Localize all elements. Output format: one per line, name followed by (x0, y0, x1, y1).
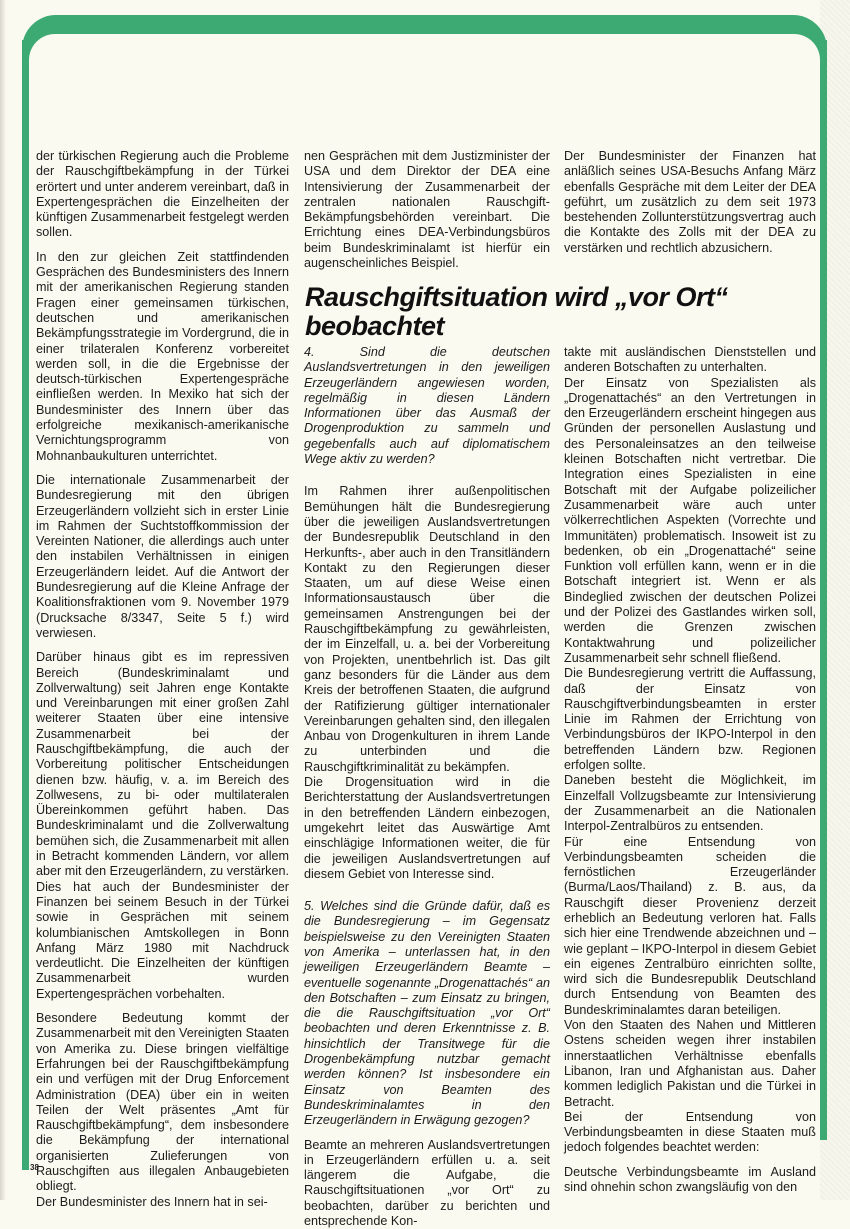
question-4: 4. Sind die deutschen Auslandsvertretungen in den jeweiligen Erzeugerländern angewiesen worden, regelmäßig in diesen Ländern Informationen über das Ausmaß der Drogenproduktion zu sammeln und gegebenfalls auch auf diplomatischem Wege aktiv zu werden? (304, 345, 550, 467)
paragraph: Bei der Entsendung von Verbindungsbeamten in diese Staaten muß jedoch folgendes beachtet werden: (564, 1109, 816, 1155)
paragraph: Von den Staaten des Nahen und Mittleren Ostens scheiden wegen ihrer instabilen innerstaatlichen Verhältnisse ebenfalls Libanon, Iran und Afghanistan aus. Daher kommen lediglich Pakistan und die Türkei in Betracht. (564, 1018, 816, 1109)
column-1 (36, 149, 289, 1210)
page-number: 38 (30, 1163, 39, 1172)
green-frame-left-bar (22, 40, 29, 1170)
column-2-top (304, 149, 550, 280)
paragraph: Die internationale Zusammenarbeit der Bundesregierung mit den übrigen Erzeugerländern vollzieht sich in erster Linie im Rahmen der Suchtstoffkommission der Vereinten Nationer, die allerdings auch unter den instabilen Verhältnissen in einigen Erzeugerländern leidet. Auf die Antwort der Bundesregierung auf die Kleine Anfrage der Koalitionsfraktionen vom 9. November 1979 (Drucksache 8/3347, Seite 5 f.) wird verwiesen. (36, 472, 289, 640)
green-frame-right-bar (820, 40, 827, 1140)
answer-4-paragraph: Die Drogensituation wird in die Berichterstattung der Auslandsvertretungen in den betreffenden Ländern einbezogen, umgekehrt leitet das Auswärtige Amt einschlägige Informationen weiter, die für die jeweiligen Auslandsvertretungen auf diesem Gebiet von Interesse sind. (304, 775, 550, 881)
paragraph: In den zur gleichen Zeit stattfindenden Gesprächen des Bundesministers des Innern mit der amerikanischen Regierung standen Fragen einer gemeinsamen türkischen, deutschen und amerikanischen Bekämpfungsstrategie im Vordergrund, die in einer trilateralen Konferenz vorbereitet werden soll, in die die Ergebnisse der deutsch-türkischen Expertengespräche einfließen werden. In Mexiko hat sich der Bundesminister des Innern über das erfolgreiche mexikanisch-amerikanische Vernichtungsprogramm von Mohnanbaukulturen unterrichtet. (36, 249, 289, 463)
paragraph: Für eine Entsendung von Verbindungsbeamten scheiden die fernöstlichen Erzeugerländer (Burma/Laos/Thailand) z. B. aus, da Rauschgift dieser Provenienz derzeit erheblich an Bedeutung verloren hat. Falls sich hier eine Trendwende abzeichnen und – wie geplant – IKPO-Interpol in diesem Gebiet ein eigenes Zentralbüro einrichten sollte, wird sich die Bundesrepublik Deutschland durch Entsendung von Beamten des Bundeskriminalamtes daran beteiligen. (564, 834, 817, 1017)
paragraph: Der Einsatz von Spezialisten als „Drogenattachés“ an den Vertretungen in den Erzeugerländern erscheint hingegen aus Gründen der personellen Auslastung und des Personaleinsatzes an den teilweise kleinen Botschaften nicht vertretbar. Die Integration eines Spezialisten in eine Botschaft mit der Aufgabe polizeilicher Zusammenarbeit wäre auch unter völkerrechtlichen Aspekten (Vorrechte und Immunitäten) problematisch. Insoweit ist zu bedenken, ob ein „Drogenattaché“ seine Funktion voll erfüllen kann, wenn er in die Botschaft integriert ist. Wenn er als Bindeglied zwischen der deutschen Polizei und der Polizei des Gastlandes wirken soll, werden die Grenzen zwischen Kontaktwahrung und polizeilicher Zusammenarbeit sehr schnell fließend. (564, 375, 816, 665)
frame-inner-cutout (29, 34, 820, 94)
paragraph: Die Bundesregierung vertritt die Auffassung, daß der Einsatz von Rauschgiftverbindungsbeamten in erster Linie im Rahmen der Errichtung von Verbindungsbüros der IKPO-Interpol in den betreffenden Ländern bzw. Regionen erfolgen sollte. (564, 666, 816, 773)
paragraph: Der Bundesminister der Finanzen hat anläßlich seines USA-Besuchs Anfang März ebenfalls Gespräche mit dem Leiter der DEA geführt, um zusätzlich zu dem seit 1973 bestehenden Zollunterstützungsvertrag auch die Kontakte des Zolls mit der DEA zu verstärken und rechtlich abzusichern. (564, 149, 816, 255)
column-3-top (564, 149, 816, 265)
paragraph: Besondere Bedeutung kommt der Zusammenarbeit mit den Vereinigten Staaten von Amerika zu. Diese bringen vielfältige Erfahrungen bei der Rauschgiftbekämpfung ein und verfügen mit der Drug Enforcement Administration (DEA) über ein in weiten Teilen der Welt präsentes „Amt für Rauschgiftbekämpfung“, dem insbesondere die Bekämpfung der international organisierten Zulieferungen von Rauschgiften aus illegalen Anbaugebieten obliegt. (36, 1011, 289, 1194)
paragraph: Der Bundesminister des Innern hat in sei- (36, 1194, 268, 1209)
paragraph: der türkischen Regierung auch die Probleme der Rauschgiftbekämpfung in der Türkei erörtert und unter anderem vereinbart, daß in Expertengesprächen die Einzelheiten der künftigen Zusammenarbeit festgelegt werden sollen. (36, 149, 289, 240)
answer-4-paragraph: Im Rahmen ihrer außenpolitischen Bemühungen hält die Bundesregierung über die jeweiligen Auslandsvertretungen der Bundesrepublik Deutschland in den Herkunfts-, aber auch in den Transitländern Kontakt zu den Regierungen dieser Staaten, um auf diese Weise einen Informationsaustausch über die gemeinsamen Anstrengungen bei der Rauschgiftbekämpfung zu gewährleisten, der im Einzelfall, u. a. bei der Vorbereitung von Projekten, unentbehrlich ist. Das gilt ganz besonders für die Länder aus dem Kreis der betroffenen Staaten, die aufgrund der Ratifizierung gültiger internationaler Vereinbarungen gehalten sind, den illegalen Anbau von Drogenkulturen in ihrem Lande zu unterbinden und die Rauschgiftkriminalität zu bekämpfen. (304, 484, 550, 774)
answer-5-paragraph: Beamte an mehreren Auslandsvertretungen in Erzeugerländern erfüllen u. a. seit längerem die Aufgabe, die Rauschgiftsituationen „vor Ort“ zu beobachten, darüber zu berichten und entsprechende Kon- (304, 1137, 550, 1229)
paragraph: takte mit ausländischen Dienststellen und anderen Botschaften zu unterhalten. (564, 345, 816, 375)
paragraph: Darüber hinaus gibt es im repressiven Bereich (Bundeskriminalamt und Zollverwaltung) seit Jahren enge Kontakte und Vereinbarungen mit einer großen Zahl weiterer Staaten über eine intensive Zusammenarbeit bei der Rauschgiftbekämpfung, die auch der Vorbereitung politischer Entscheidungen dienen bzw. häufig, v. a. im Bereich des Zollwesens, zu bi- oder multilateralen Übereinkommen geführt haben. Das Bundeskriminalamt und die Zollverwaltung bemühen sich, die Zusammenarbeit mit allen in Betracht kommenden Ländern, vor allem aber mit den Erzeugerländern, zu verstärken. Dies hat auch der Bundesminister der Finanzen bei seinem Besuch in der Türkei sowie in Gesprächen mit seinem kolumbianischen Amtskollegen in Bonn Anfang März 1980 mit Nachdruck verdeutlicht. Die Einzelheiten der künftigen Zusammenarbeit wurden Expertengesprächen vorbehalten. (36, 650, 289, 1001)
question-5: 5. Welches sind die Gründe dafür, daß es die Bundesregierung – im Gegensatz beispielsweise zu den Vereinigten Staaten von Amerika – unterlassen hat, in den jeweiligen Erzeugerländern Beamte – eventuelle sogenannte „Drogenattachés“ an den Botschaften – zum Einsatz zu bringen, die die Rauschgiftsituation „vor Ort“ beobachten und deren Erkenntnisse z. B. hinsichtlich der Transitwege für die Drogenbekämpfung nutzbar gemacht werden können? Ist insbesondere ein Einsatz von Beamten des Bundeskriminalamtes in den Erzeugerländern in Erwägung gezogen? (304, 899, 550, 1128)
paragraph: Daneben besteht die Möglichkeit, im Einzelfall Vollzugsbeamte zur Intensivierung der Zusammenarbeit an die Nationalen Interpol-Zentralbüros zu entsenden. (564, 773, 816, 834)
column-3-section (564, 345, 816, 1195)
page-edge-left (0, 0, 6, 1200)
section-headline: Rauschgiftsituation wird „vor Ort“ beobachtet (305, 282, 728, 341)
paragraph: nen Gesprächen mit dem Justizminister der USA und dem Direktor der DEA eine Intensivierung der Zusammenarbeit der zentralen nationalen Rauschgift-Bekämpfungsbehörden vereinbart. Die Errichtung eines DEA-Verbindungsbüros beim Bundeskriminalamt ist hierfür ein augenscheinliches Beispiel. (304, 149, 550, 271)
paragraph: Deutsche Verbindungsbeamte im Ausland sind ohnehin schon zwangsläufig von den (564, 1164, 816, 1195)
column-2-section (304, 345, 550, 1229)
